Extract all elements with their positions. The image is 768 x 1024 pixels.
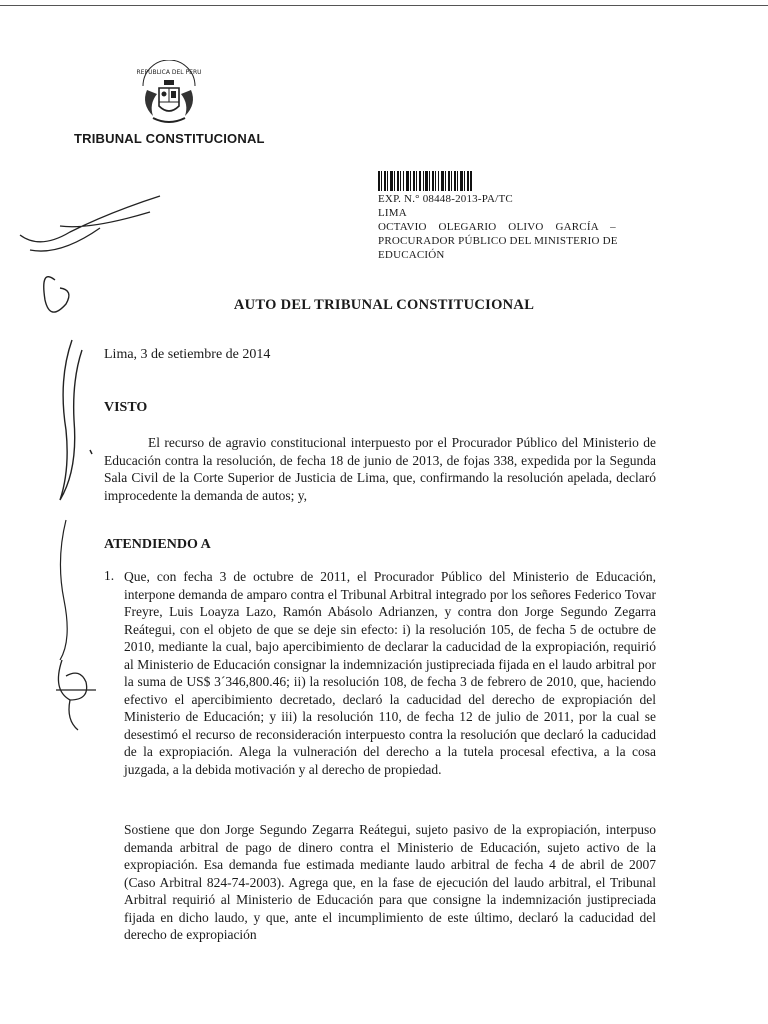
party-line-3: EDUCACIÓN <box>378 249 445 261</box>
barcode <box>378 171 472 191</box>
visto-text: El recurso de agravio constitucional interpuesto por el Procurador Público del Ministerio de Educación contra la resolución, de fecha 18 de junio de 2013, de fojas 338, expedida por la Segunda Sala Civil de la Corte Superior de Justicia de Lima, que, confirmando la resolución apelada, declaró improcedente la demanda de autos; y, <box>104 435 656 503</box>
visto-paragraph <box>104 434 656 504</box>
party-line-1-text: OCTAVIO OLEGARIO OLIVO GARCÍA – <box>378 221 616 233</box>
atendiendo-heading: ATENDIENDO A <box>104 537 211 552</box>
top-scan-line <box>0 5 768 6</box>
visto-heading: VISTO <box>104 400 148 415</box>
expediente-block <box>378 192 656 262</box>
item-1-number: 1. <box>104 568 115 583</box>
item-1-text: Que, con fecha 3 de octubre de 2011, el Procurador Público del Ministerio de Educación, interpone demanda de amparo contra el Tribunal Arbitral integrado por los señores Federico Tovar Freyre, Luis Loayza Lazo, Ramón Abásolo Adrianzen, y contra don Jorge Segundo Zegarra Reátegui, con el objeto de que se deje sin efecto: i) la resolución 105, de fecha 5 de octubre de 2010, mediante la cual, bajo apercibimiento de declarar la caducidad de la expropiación, requirió al Ministerio de Educación consignar la indemnización justipreciada fijada en el laudo arbitral por la suma de US$ 3´346,800.46; ii) la resolución 108, de fecha 3 de febrero de 2010, que, haciendo efectivo el apercibimiento decretado, declaró la caducidad del derecho de expropiación del Ministerio de Educación; y iii) la resolución 110, de fecha 12 de julio de 2011, por la cual se desestimó el recurso de reconsideración interpuesto contra la resolución que declaró la caducidad de la expropiación. Alega la vulneración del derecho a la tutela procesal efectiva, a la cosa juzgada, a la debida motivación y al derecho de propiedad. <box>124 569 656 777</box>
item-1-paragraph-2: Sostiene que don Jorge Segundo Zegarra Reátegui, sujeto pasivo de la expropiación, interpuso demanda arbitral de pago de dinero contra el Ministerio de Educación, sujeto activo de la expropiación. Esa demanda fue estimada mediante laudo arbitral de fecha 4 de abril de 2007 (Caso Arbitral 824-74-2003). Agrega que, en la fase de ejecución del laudo arbitral, el Tribunal Arbitral requirió al Ministerio de Educación para que consigne la indemnización justipreciada fijada en dicho laudo, y que, ante el incumplimiento de este último, declaró la caducidad del derecho de expropiación <box>124 822 656 942</box>
tribunal-name: TRIBUNAL CONSTITUCIONAL <box>74 131 265 146</box>
expediente-city: LIMA <box>378 207 407 219</box>
crest-motto: REPUBLICA DEL PERU <box>136 69 202 76</box>
expediente-number: EXP. N.° 08448-2013-PA/TC <box>378 193 513 205</box>
party-line-2: PROCURADOR PÚBLICO DEL MINISTERIO DE <box>378 235 618 247</box>
date-line: Lima, 3 de setiembre de 2014 <box>104 347 271 362</box>
document-title: AUTO DEL TRIBUNAL CONSTITUCIONAL <box>233 297 535 313</box>
coat-of-arms-icon <box>133 60 205 132</box>
party-line-1 <box>378 220 656 234</box>
